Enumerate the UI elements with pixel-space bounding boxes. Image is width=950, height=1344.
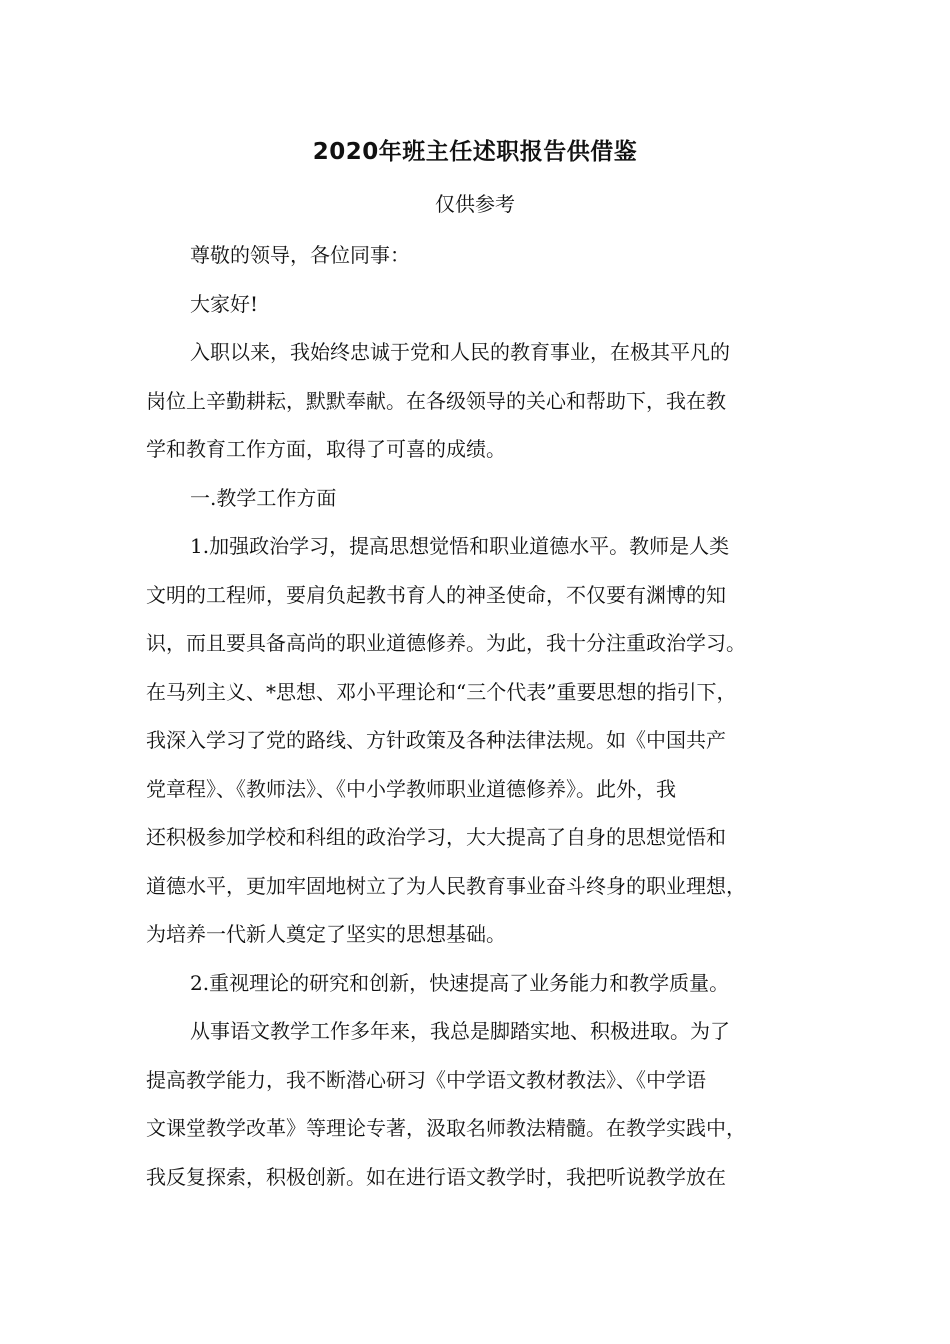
text-line: 一.教学工作方面 xyxy=(190,485,337,510)
salutation-paragraph xyxy=(146,280,816,329)
text-line: 道德水平，更加牢固地树立了为人民教育事业奋斗终身的职业理想， xyxy=(146,873,746,898)
text-line: 文课堂教学改革》等理论专著，汲取名师教法精髓。在教学实践中， xyxy=(146,1116,746,1140)
text-line: 党章程》、《教师法》、《中小学教师职业道德修养》。此外，我 xyxy=(146,776,676,801)
point-1-paragraph xyxy=(146,522,816,959)
point-2-paragraph xyxy=(146,1007,816,1201)
greeting-paragraph xyxy=(146,231,816,280)
text-line: 学和教育工作方面，取得了可喜的成绩。 xyxy=(146,437,506,461)
text-line: 我反复探索，积极创新。如在进行语文教学时，我把听说教学放在 xyxy=(146,1164,726,1189)
text-line: 尊敬的领导，各位同事： xyxy=(190,243,410,267)
document-body xyxy=(146,231,816,1201)
text-line: 识，而且要具备高尚的职业道德修养。为此，我十分注重政治学习。 xyxy=(146,631,746,655)
text-line: 还积极参加学校和科组的政治学习，大大提高了自身的思想觉悟和 xyxy=(146,825,726,849)
text-line: 岗位上辛勤耕耘，默默奉献。在各级领导的关心和帮助下，我在教 xyxy=(146,388,726,413)
document-title: 2020年班主任述职报告供借鉴 xyxy=(312,139,638,165)
text-line: 从事语文教学工作多年来，我总是脚踏实地、积极进取。为了 xyxy=(190,1019,730,1043)
text-line: 为培养一代新人奠定了坚实的思想基础。 xyxy=(146,922,506,946)
intro-paragraph xyxy=(146,328,816,474)
text-line: 1.加强政治学习，提高思想觉悟和职业道德水平。教师是人类 xyxy=(190,534,730,558)
text-line: 我深入学习了党的路线、方针政策及各种法律法规。如《中国共产 xyxy=(146,728,726,752)
document-subtitle: 仅供参考 xyxy=(435,192,515,216)
text-line: 在马列主义、*思想、邓小平理论和“三个代表”重要思想的指引下， xyxy=(146,679,737,704)
text-line: 文明的工程师，要肩负起教书育人的神圣使命，不仅要有渊博的知 xyxy=(146,582,726,607)
section-heading xyxy=(146,474,816,523)
text-line: 大家好! xyxy=(190,291,259,316)
text-line: 2.重视理论的研究和创新，快速提高了业务能力和教学质量。 xyxy=(190,970,730,995)
text-line: 入职以来，我始终忠诚于党和人民的教育事业，在极其平凡的 xyxy=(190,340,730,364)
text-line: 提高教学能力，我不断潜心研习《中学语文教材教法》、《中学语 xyxy=(146,1067,706,1092)
point-2-heading xyxy=(146,959,816,1008)
